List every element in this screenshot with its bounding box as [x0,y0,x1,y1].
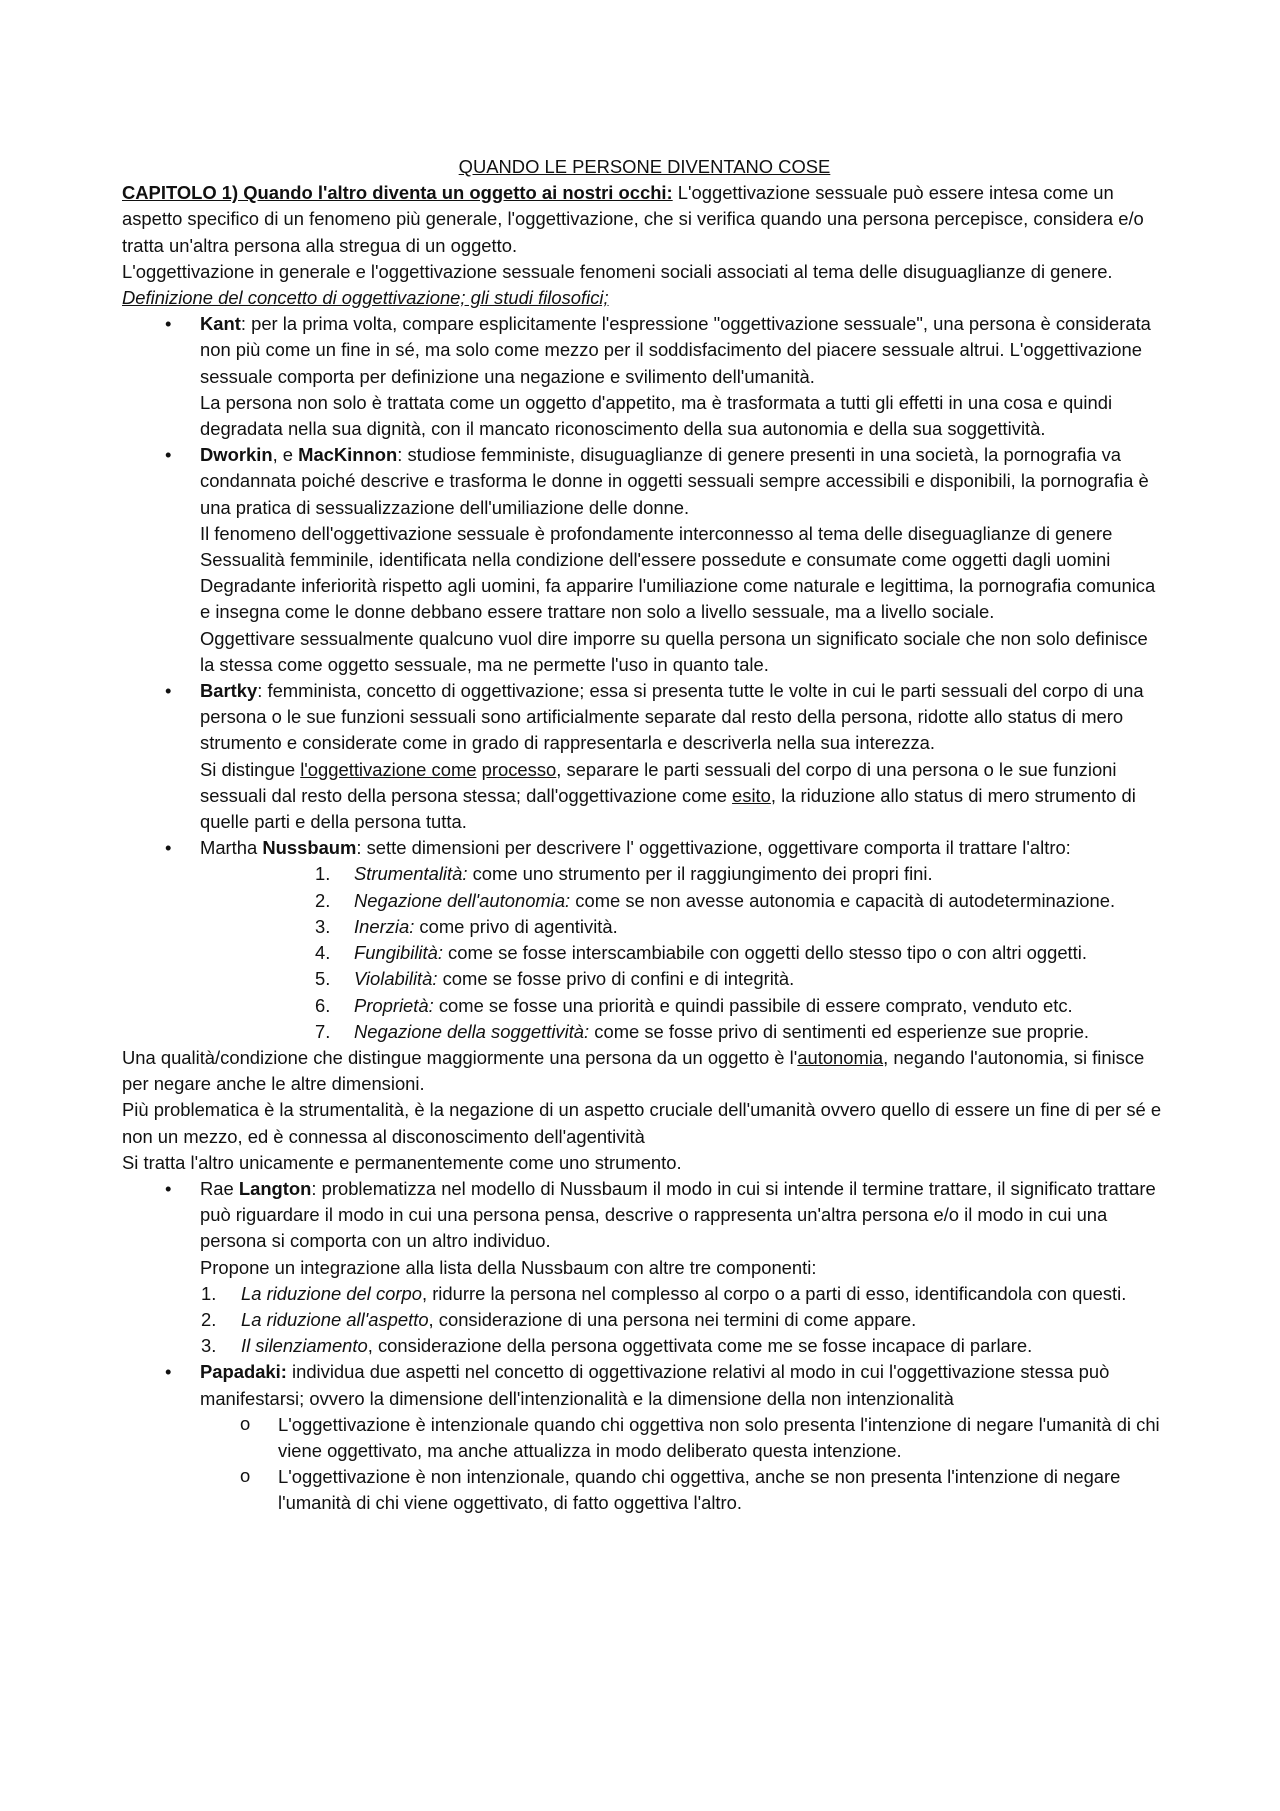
item-number: 3. [201,1335,217,1357]
item-term: Inerzia: [354,915,415,937]
author-name: Nussbaum [262,837,357,859]
item-number: 1. [201,1282,217,1304]
bullet-icon: • [165,313,172,335]
text-run: Una qualità/condizione che distingue maggiormente una persona da un oggetto è l' [122,1046,798,1068]
numbered-item [122,1281,1167,1307]
item-desc: come privo di agentività. [414,915,618,937]
item-number: 7. [315,1020,331,1042]
dworkin-paragraph-3: Sessualità femminile, identificata nella condizione dell'essere possedute e consumate come oggetti dagli uomini Degradante inferiorità rispetto agli uomini, fa apparire l'umiliazione come naturale e legittima, la pornografia comunica e insegna come le donne debbano essere trattare non solo a livello sessuale, ma a livello sociale. [200,549,1156,623]
item-number: 5. [315,968,331,990]
item-desc: , considerazione di una persona nei termini di come appare. [428,1308,917,1330]
author-name: MacKinnon [298,444,398,466]
text-run: , negando l'autonomia, si finisce per negare anche le altre dimensioni. [122,1046,1145,1095]
item-number: 2. [315,889,331,911]
item-number: 3. [315,915,331,937]
circle-bullet-icon: o [240,1465,251,1487]
underlined-term: esito [732,784,771,806]
item-desc: come se fosse una priorità e quindi passibile di essere comprato, venduto etc. [433,994,1073,1016]
item-desc: come se fosse privo di confini e di integrità. [437,968,795,990]
numbered-item [122,1019,1167,1045]
bullet-text: : studiose femministe, disuguaglianze di genere presenti in una società, la pornografia va condannata poiché descrive e trasforma le donne in oggetti sessuali sempre accessibili e disponibili, la pornografia è una pratica di sessualizzazione dell'umiliazione delle donne. [200,444,1149,518]
dworkin-paragraph-4: Oggettivare sessualmente qualcuno vuol dire imporre su quella persona un significato sociale che non solo definisce la stessa come oggetto sessuale, ma ne permette l'uso in quanto tale. [200,627,1148,675]
sub-bullet-item [122,1412,1167,1464]
item-number: 2. [201,1308,217,1330]
bullet-langton [122,1176,1167,1255]
author-name: Langton [238,1177,312,1199]
item-number: 6. [315,994,331,1016]
bullet-bartky [122,678,1167,757]
numbered-item [122,888,1167,914]
author-name: Bartky [200,680,258,702]
item-term: Violabilità: [354,968,438,990]
underlined-term: autonomia [797,1046,884,1068]
section-heading: Definizione del concetto di oggettivazione; gli studi filosofici; [122,287,609,309]
bullet-text: : problematizza nel modello di Nussbaum il modo in cui si intende il termine trattare, il significato trattare può riguardare il modo in cui una persona pensa, descrive o rappresenta un'altra persona e/o il modo in cui una persona si comporta con un altro individuo. [200,1177,1156,1252]
item-desc: , ridurre la persona nel complesso al corpo o a parti di esso, identificandola con questi. [421,1282,1127,1304]
sub-bullet-text: L'oggettivazione è intenzionale quando chi oggettiva non solo presenta l'intenzione di negare l'umanità di chi viene oggettivato, ma anche attualizza in modo deliberato questa intenzione. [278,1413,1160,1461]
underlined-term: processo [481,758,557,780]
intro-paragraph-2: L'oggettivazione in generale e l'oggettivazione sessuale fenomeni sociali associati al tema delle disuguaglianze di genere. [122,260,1113,282]
item-term: Il silenziamento [241,1335,368,1357]
bullet-icon: • [165,1177,172,1199]
chapter-heading: CAPITOLO 1) Quando l'altro diventa un oggetto ai nostri occhi: [122,182,673,204]
instrumentality-paragraph: Più problematica è la strumentalità, è la negazione di un aspetto cruciale dell'umanità ovvero quello di essere un fine di per sé e non un mezzo, ed è connessa al disconoscimento dell'agentività [122,1099,1162,1147]
author-prefix: Rae [200,1177,239,1199]
item-desc: come uno strumento per il raggiungimento dei propri fini. [467,863,933,885]
bullet-text: : sette dimensioni per descrivere l' oggettivazione, oggettivare comporta il trattare l'altro: [356,837,1071,859]
dworkin-paragraph-2: Il fenomeno dell'oggettivazione sessuale è profondamente interconnesso al tema delle diseguaglianze di genere [200,522,1113,544]
item-desc: come se fosse privo di sentimenti ed esperienze sue proprie. [589,1020,1090,1042]
bullet-text: : per la prima volta, compare esplicitamente l'espressione "oggettivazione sessuale", una persona è considerata non più come un fine in sé, ma solo come mezzo per il soddisfacimento del piacere sessuale altrui. L'oggettivazione sessuale comporta per definizione una negazione e svilimento dell'umanità. [200,313,1151,387]
item-number: 1. [315,863,331,885]
numbered-item [122,1307,1167,1333]
document-page [122,154,1167,1517]
bullet-nussbaum [122,835,1167,861]
bullet-icon: • [165,1361,172,1383]
author-name: Kant [200,313,241,335]
sub-bullet-item [122,1464,1167,1516]
bullet-icon: • [165,680,172,702]
numbered-item [122,966,1167,992]
underlined-term: l'oggettivazione come [300,758,477,780]
text-run: , la riduzione allo status di mero strumento di quelle parti e della persona tutta. [200,784,1136,833]
item-desc: come se non avesse autonomia e capacità di autodeterminazione. [570,889,1116,911]
text-run: , separare le parti sessuali del corpo di una persona o le sue funzioni sessuali dal resto della persona stessa; dall'oggettivazione come [200,758,1117,806]
bullet-text: : femminista, concetto di oggettivazione; essa si presenta tutte le volte in cui le parti sessuali del corpo di una persona o le sue funzioni sessuali sono artificialmente separate dal resto della persona, ridotte allo status di mero strumento e considerate come in grado di rappresentarla e descriverla nella sua interezza. [200,680,1144,754]
numbered-item [122,940,1167,966]
numbered-item [122,914,1167,940]
item-desc: come se fosse interscambiabile con oggetti dello stesso tipo o con altri oggetti. [442,942,1087,964]
item-term: Negazione della soggettività: [354,1020,590,1042]
bullet-text: individua due aspetti nel concetto di oggettivazione relativi al modo in cui l'oggettivazione stessa può manifestarsi; ovvero la dimensione dell'intenzionalità e la dimensione della non intenzionalità [200,1361,1110,1409]
numbered-item [122,1333,1167,1359]
page-title: QUANDO LE PERSONE DIVENTANO COSE [458,156,831,177]
bullet-dworkin-mackinnon [122,442,1167,521]
author-separator: , e [272,444,299,466]
sub-bullet-text: L'oggettivazione è non intenzionale, quando chi oggettiva, anche se non presenta l'intenzione di negare l'umanità di chi viene oggettivato, di fatto oggettiva l'altro. [278,1466,1121,1514]
text-run: Si distingue [200,758,301,780]
author-prefix: Martha [200,837,263,859]
autonomy-paragraph [122,1045,1167,1097]
langton-paragraph-2: Propone un integrazione alla lista della Nussbaum con altre tre componenti: [200,1256,817,1278]
numbered-item [122,993,1167,1019]
numbered-item [122,861,1167,887]
bullet-icon: • [165,837,172,859]
item-desc: , considerazione della persona oggettivata come me se fosse incapace di parlare. [367,1335,1033,1357]
author-name: Dworkin [200,444,273,466]
item-term: Fungibilità: [354,942,443,964]
bullet-kant [122,311,1167,390]
item-term: Negazione dell'autonomia: [354,889,571,911]
item-term: La riduzione del corpo [241,1282,422,1304]
item-term: La riduzione all'aspetto [241,1308,429,1330]
item-term: Proprietà: [354,994,434,1016]
circle-bullet-icon: o [240,1412,251,1434]
item-term: Strumentalità: [354,863,468,885]
item-number: 4. [315,942,331,964]
bullet-papadaki [122,1359,1167,1411]
bartky-paragraph-2 [122,757,1167,836]
bullet-icon: • [165,444,172,466]
intro-paragraph [122,180,1167,259]
instrument-paragraph: Si tratta l'altro unicamente e permanentemente come uno strumento. [122,1151,682,1173]
intro-text: L'oggettivazione sessuale può essere intesa come un aspetto specifico di un fenomeno più generale, l'oggettivazione, che si verifica quando una persona percepisce, considera e/o tratta un'altra persona alla stregua di un oggetto. [122,182,1144,256]
author-name: Papadaki: [200,1361,287,1383]
kant-paragraph-2: La persona non solo è trattata come un oggetto d'appetito, ma è trasformata a tutti gli effetti in una cosa e quindi degradata nella sua dignità, con il mancato riconoscimento della sua autonomia e della sua soggettività. [200,391,1113,440]
